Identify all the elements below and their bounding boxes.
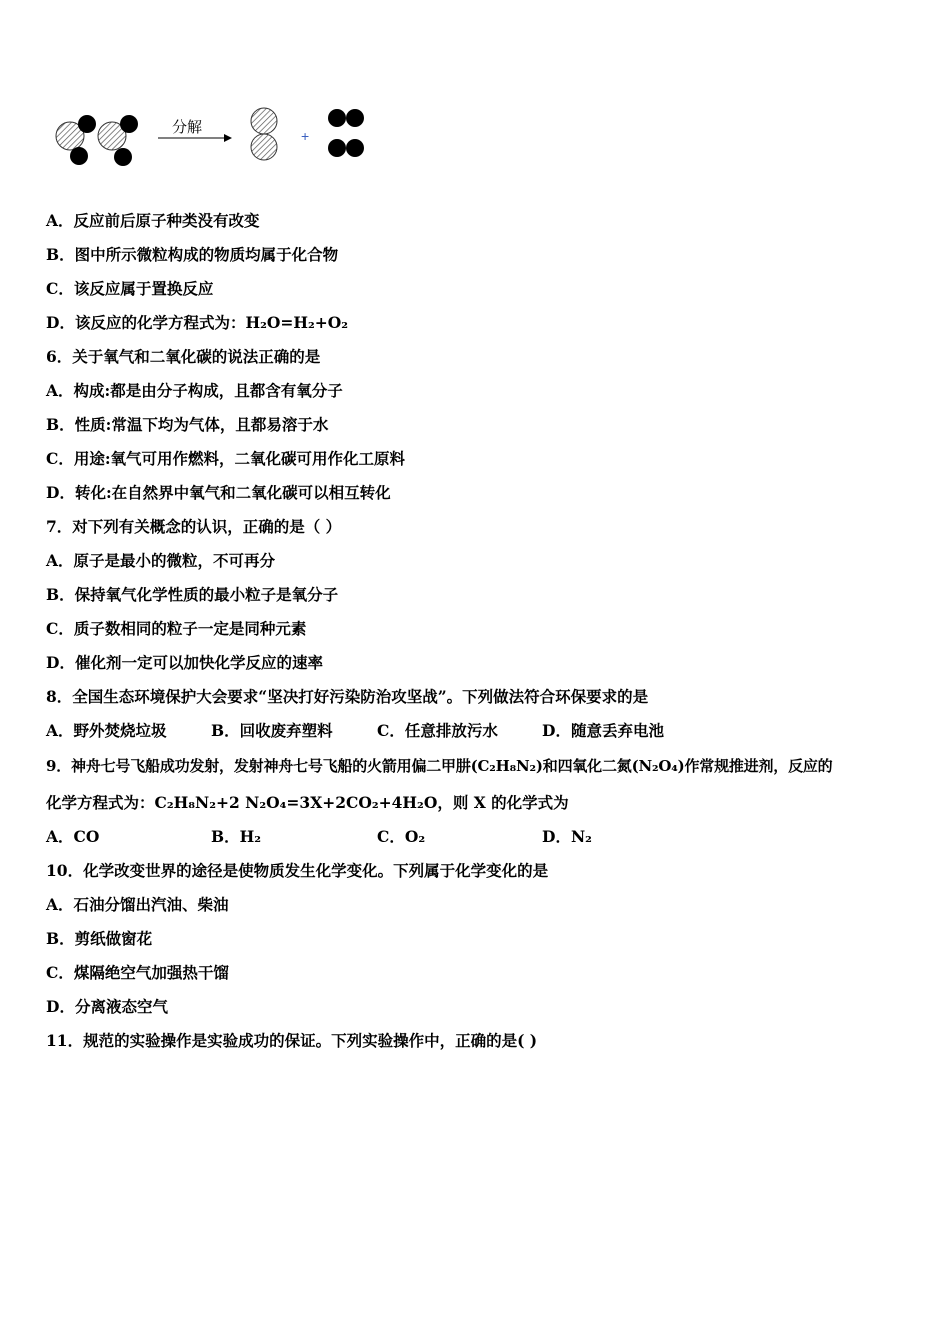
q7-stem: 7．对下列有关概念的认识，正确的是（ ） <box>46 517 342 536</box>
q6-option-c: C．用途:氧气可用作燃料，二氧化碳可用作化工原料 <box>46 449 406 468</box>
arrow-label: 分解 <box>172 119 203 136</box>
q5-option-c: C．该反应属于置换反应 <box>46 279 214 298</box>
q8-option-c: C．任意排放污水 <box>377 721 498 740</box>
q5-option-d-prefix: D．该反应的化学方程式为： <box>46 313 246 332</box>
decompose-arrow <box>158 119 232 142</box>
q9-option-b: B．H₂ <box>211 827 262 846</box>
plus-sign: + <box>301 128 310 144</box>
q6-option-a: A．构成:都是由分子构成，且都含有氧分子 <box>46 381 343 400</box>
q6-option-b: B．性质:常温下均为气体，且都易溶于水 <box>46 415 329 434</box>
q9-option-c: C．O₂ <box>377 827 426 846</box>
q10-option-d: D．分离液态空气 <box>46 997 168 1016</box>
q10-stem: 10．化学改变世界的途径是使物质发生化学变化。下列属于化学变化的是 <box>46 861 549 880</box>
q8-option-b: B．回收废弃塑料 <box>211 721 333 740</box>
q7-option-c: C．质子数相同的粒子一定是同种元素 <box>46 619 307 638</box>
q6-option-d: D．转化:在自然界中氧气和二氧化碳可以相互转化 <box>46 483 391 502</box>
q5-option-d-formula: H₂O=H₂+O₂ <box>245 313 349 332</box>
q8-option-a: A．野外焚烧垃圾 <box>46 721 167 740</box>
hydrogen-molecules <box>328 109 364 157</box>
q9-option-a: A．CO <box>46 827 100 846</box>
reaction-diagram <box>48 100 378 175</box>
q7-option-a: A．原子是最小的微粒，不可再分 <box>46 551 276 570</box>
q10-option-a: A．石油分馏出汽油、柴油 <box>46 895 229 914</box>
q9-stem-line1: 9．神舟七号飞船成功发射，发射神舟七号飞船的火箭用偏二甲肼(C₂H₈N₂)和四氧化二氮(N₂O₄)作常规推进剂，反应的 <box>46 757 833 775</box>
q10-option-b: B．剪纸做窗花 <box>46 929 153 948</box>
oxygen-molecule <box>251 108 277 160</box>
q8-option-d: D．随意丢弃电池 <box>542 721 664 740</box>
q8-stem: 8．全国生态环境保护大会要求“坚决打好污染防治攻坚战”。下列做法符合环保要求的是 <box>46 687 649 706</box>
q11-stem: 11．规范的实验操作是实验成功的保证。下列实验操作中，正确的是( ) <box>46 1031 538 1050</box>
q6-stem: 6．关于氧气和二氧化碳的说法正确的是 <box>46 347 321 366</box>
q10-option-c: C．煤隔绝空气加强热干馏 <box>46 963 229 982</box>
q9-stem-line2: 化学方程式为：C₂H₈N₂+2 N₂O₄=3X+2CO₂+4H₂O，则 X 的化学式为 <box>46 793 569 812</box>
q5-option-b: B．图中所示微粒构成的物质均属于化合物 <box>46 245 339 264</box>
q7-option-d: D．催化剂一定可以加快化学反应的速率 <box>46 653 323 672</box>
q7-option-b: B．保持氧气化学性质的最小粒子是氧分子 <box>46 585 339 604</box>
water-molecule-1 <box>56 115 96 165</box>
q5-option-a: A．反应前后原子种类没有改变 <box>46 211 260 230</box>
water-molecule-2 <box>98 115 138 166</box>
q9-option-d: D．N₂ <box>542 827 592 846</box>
q5-option-d <box>46 313 348 333</box>
